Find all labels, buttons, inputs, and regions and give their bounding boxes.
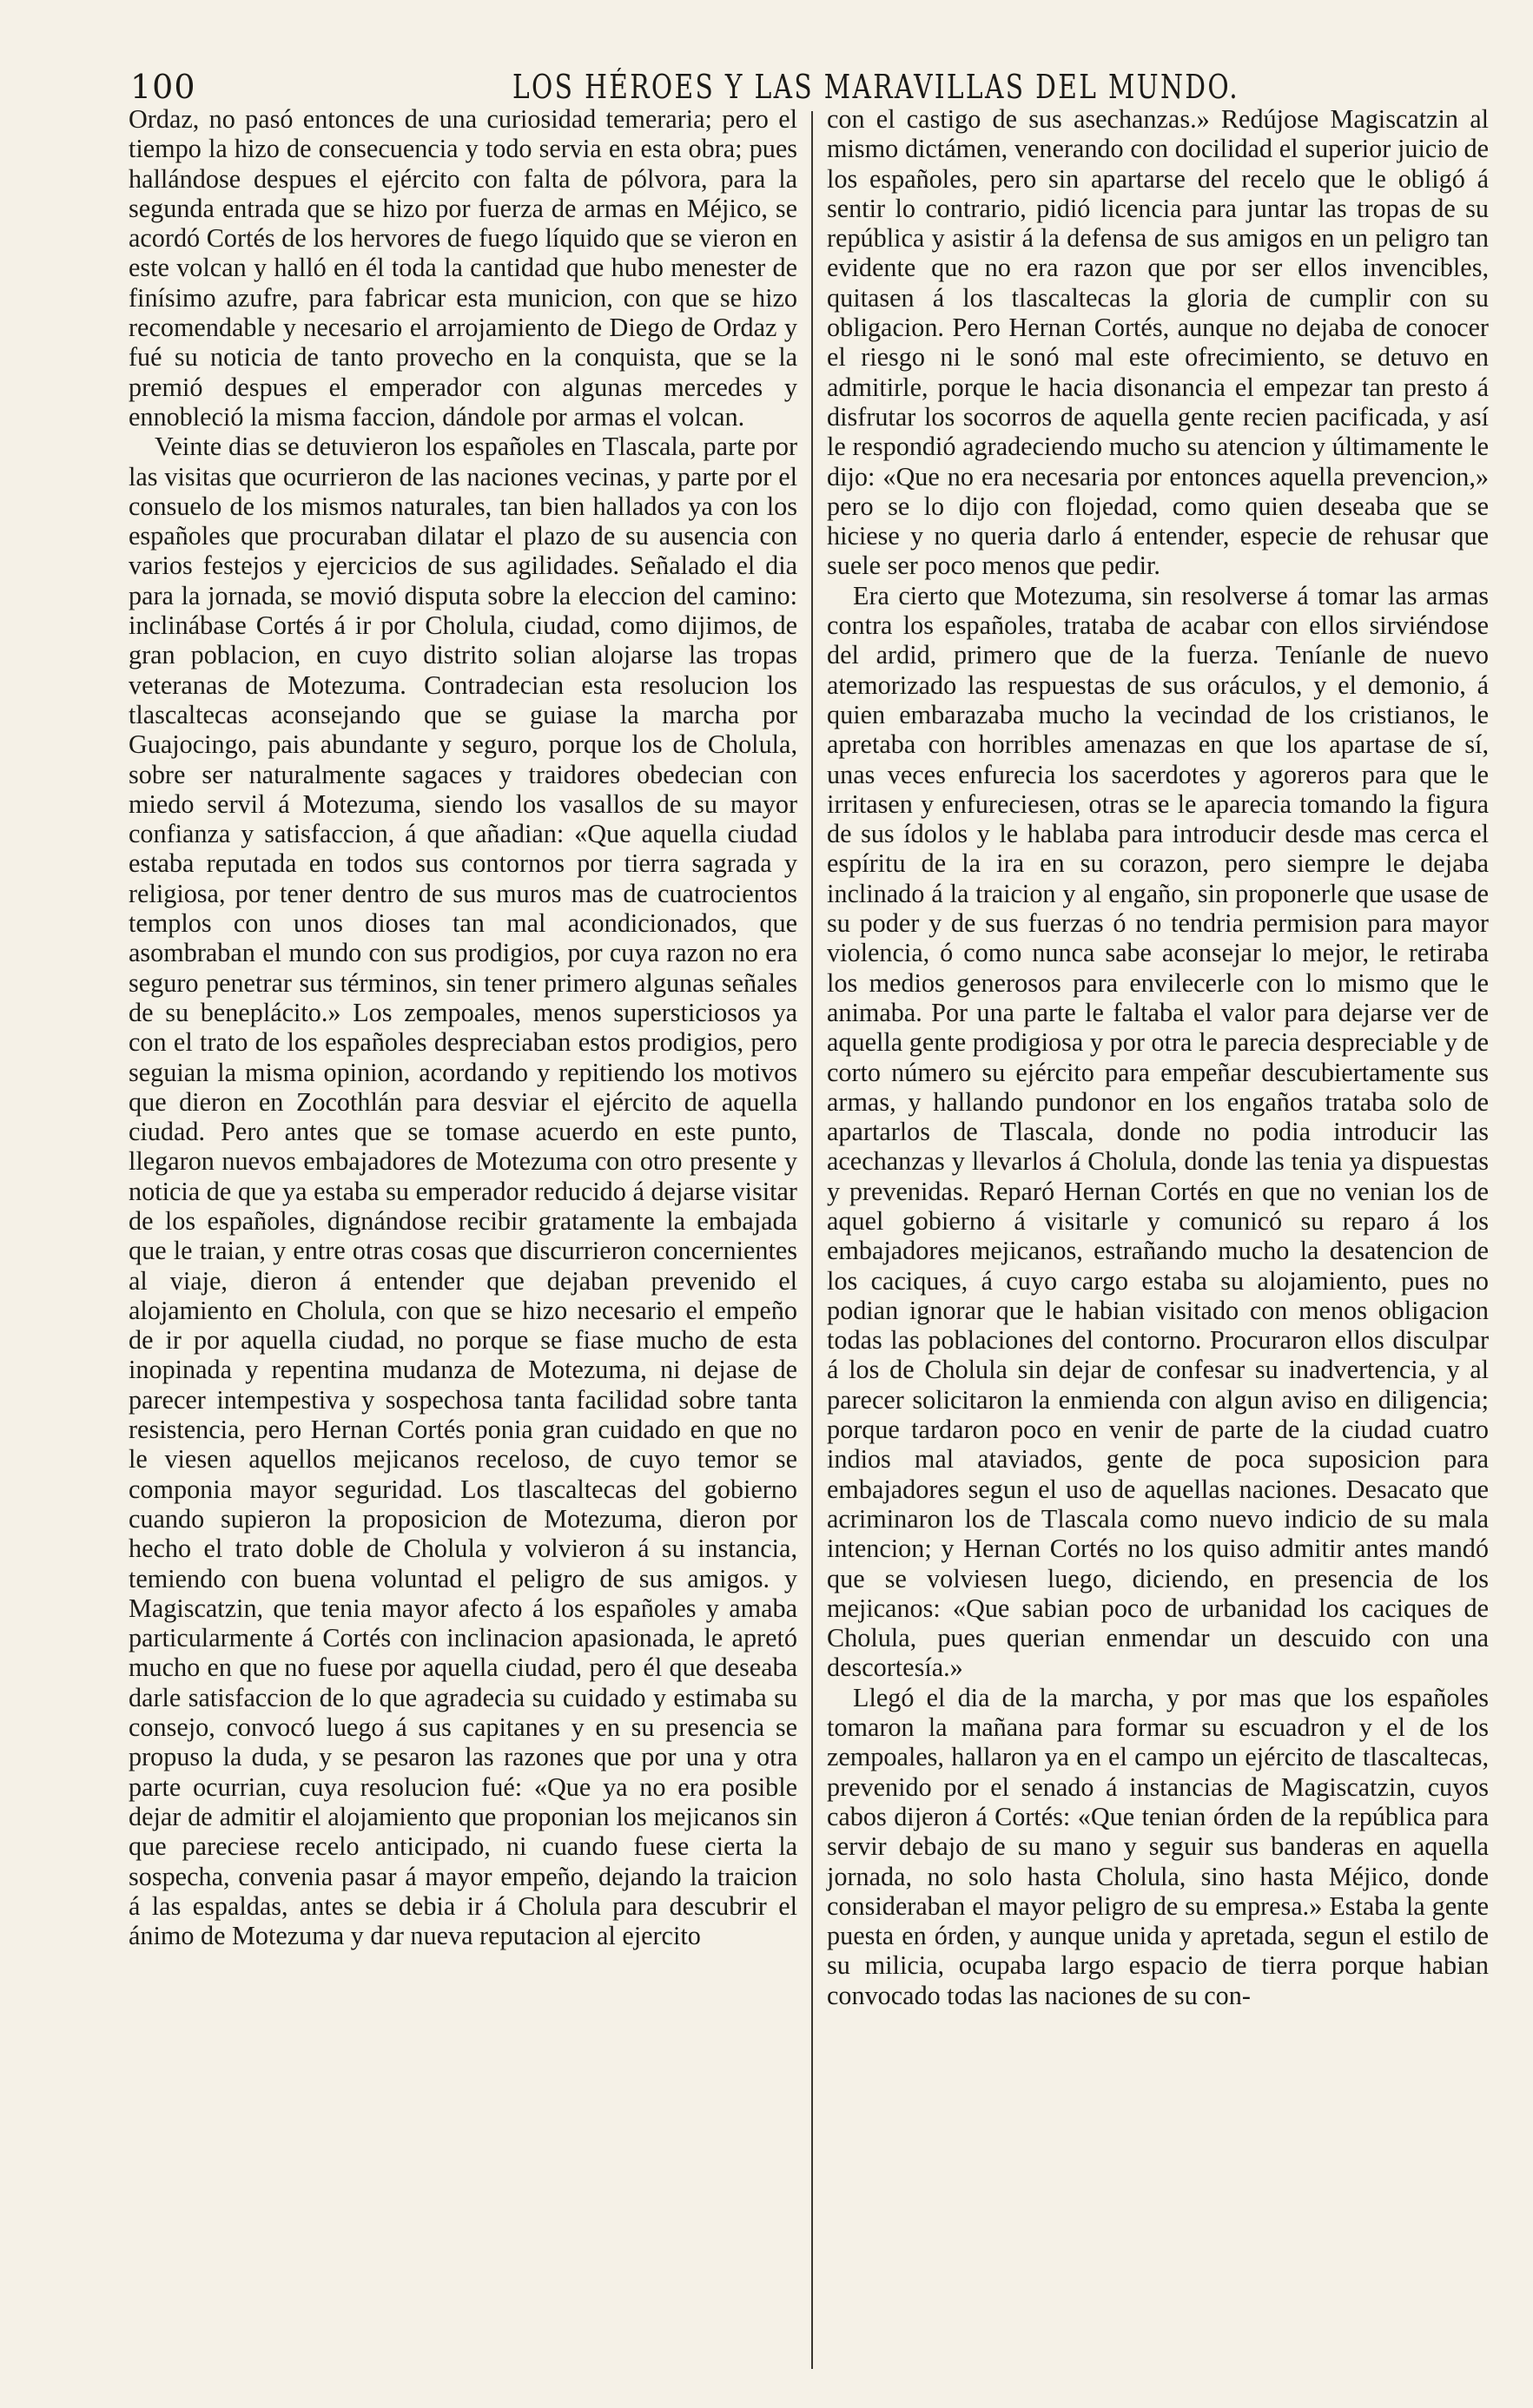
column-divider — [811, 111, 813, 2369]
left-column — [129, 104, 797, 1950]
paragraph: Era cierto que Motezuma, sin resolverse á tomar las armas contra los españoles, trataba de acabar con ellos sirviéndose del ardid, primero que de la fuerza. Teníanle de nuevo atemorizado las respuestas de sus oráculos, y el demonio, á quien embarazaba mucho la vecindad de los cristianos, le apretaba con horribles amenazas en que los apartase de sí, unas veces enfurecia los sacerdotes y agoreros para que le irritasen y enfureciesen, otras se le aparecia tomando la figura de sus ídolos y le hablaba para introducir desde mas cerca el espíritu de la ira en su corazon, pero siempre le dejaba inclinado á la traicion y al engaño, sin proponerle que usase de su poder y de sus fuerzas ó no tendria permision para mayor violencia, ó como nunca sabe aconsejar lo mejor, le retiraba los medios generosos para envilecerle con lo mismo que le animaba. Por una parte le faltaba el valor para dejarse ver de aquella gente prodigiosa y por otra le parecia despreciable y de corto número su ejército para empeñar descubiertamente sus armas, y hallando pundonor en los engaños trataba solo de apartarlos de Tlascala, donde no podia introducir las acechanzas y llevarlos á Cholula, donde las tenia ya dispuestas y prevenidas. Reparó Hernan Cortés en que no venian los de aquel gobierno á visitarle y comunicó su reparo á los embajadores mejicanos, estrañando mucho la desatencion de los caciques, á cuyo cargo estaba su alojamiento, pues no podian ignorar que le habian visitado con menos obligacion todas las poblaciones del contorno. Procuraron ellos disculpar á los de Cholula sin dejar de confesar su inadvertencia, y al parecer solicitaron la enmienda con algun aviso en diligencia; porque tardaron poco en venir de parte de la ciudad cuatro indios mal ataviados, gente de poca suposicion para embajadores segun el uso de aquellas naciones. Desacato que acriminaron los de Tlascala como nuevo indicio de su mala intencion; y Hernan Cortés no los quiso admitir antes mandó que se volviesen luego, diciendo, en presencia de los mejicanos: «Que sabian poco de urbanidad los caciques de Cholula, pues querian enmendar un descuido con una descortesía.» — [827, 580, 1489, 1683]
paragraph: con el castigo de sus asechanzas.» Redújose Magiscatzin al mismo dictámen, venerando con docilidad el superior juicio de los españoles, pero sin apartarse del recelo que le obligó á sentir lo contrario, pidió licencia para juntar las tropas de su república y asistir á la defensa de sus amigos en un peligro tan evidente que no era razon que por ser ellos invencibles, quitasen á los tlascaltecas la gloria de cumplir con su obligacion. Pero Hernan Cortés, aunque no dejaba de conocer el riesgo ni le sonó mal este ofrecimiento, se detuvo en admitirle, porque le hacia disonancia el empezar tan presto á disfrutar los socorros de aquella gente recien pacificada, y así le respondió agradeciendo mucho su atencion y últimamente le dijo: «Que no era necesaria por entonces aquella prevencion,» pero se lo dijo con flojedad, como quien deseaba que se hiciese y no queria darlo á entender, especie de rehusar que suele ser poco menos que pedir. — [827, 104, 1489, 581]
paragraph: Llegó el dia de la marcha, y por mas que los españoles tomaron la mañana para formar su escuadron y el de los zempoales, hallaron ya en el campo un ejército de tlascaltecas, prevenido por el senado á instancias de Magiscatzin, cuyos cabos dijeron á Cortés: «Que tenian órden de la república para servir debajo de su mano y seguir sus banderas en aquella jornada, no solo hasta Cholula, sino hasta Méjico, donde consideraban el mayor peligro de su empresa.» Estaba la gente puesta en órden, y aunque unida y apretada, segun el estilo de su milicia, ocupaba largo espacio de tierra porque habian convocado todas las naciones de su con- — [827, 1682, 1489, 2010]
right-column — [827, 104, 1489, 2010]
paragraph: Veinte dias se detuvieron los españoles en Tlascala, parte por las visitas que ocurrieron de las naciones vecinas, y parte por el consuelo de los mismos naturales, tan bien hallados ya con los españoles que procuraban dilatar el plazo de su ausencia con varios festejos y ejercicios de sus agilidades. Señalado el dia para la jornada, se movió disputa sobre la eleccion del camino: inclinábase Cortés á ir por Cholula, ciudad, como dijimos, de gran poblacion, en cuyo distrito solian alojarse las tropas veteranas de Motezuma. Contradecian esta resolucion los tlascaltecas aconsejando que se guiase la marcha por Guajocingo, pais abundante y seguro, porque los de Cholula, sobre ser naturalmente sagaces y traidores obedecian con miedo servil á Motezuma, siendo los vasallos de su mayor confianza y satisfaccion, á que añadian: «Que aquella ciudad estaba reputada en todos sus contornos por tierra sagrada y religiosa, por tener dentro de sus muros mas de cuatrocientos templos con unos dioses tan mal acondicionados, que asombraban el mundo con sus prodigios, por cuya razon no era seguro penetrar sus términos, sin tener primero algunas señales de su beneplácito.» Los zempoales, menos supersticiosos ya con el trato de los españoles despreciaban estos prodigios, pero seguian la misma opinion, acordando y repitiendo los motivos que dieron en Zocothlán para desviar el ejército de aquella ciudad. Pero antes que se tomase acuerdo en este punto, llegaron nuevos embajadores de Motezuma con otro presente y noticia de que ya estaba su emperador reducido á dejarse visitar de los españoles, dignándose recibir gratamente la embajada que le traian, y entre otras cosas que discurrieron concernientes al viaje, dieron á entender que dejaban prevenido el alojamiento en Cholula, con que se hizo necesario el empeño de ir por aquella ciudad, no porque se fiase mucho de esta inopinada y repentina mudanza de Motezuma, ni dejase de parecer intempestiva y sospechosa tanta facilidad sobre tanta resistencia, pero Hernan Cortés ponia gran cuidado en que no le viesen aquellos mejicanos receloso, de cuyo temor se componia mayor seguridad. Los tlascaltecas del gobierno cuando supieron la proposicion de Motezuma, dieron por hecho el trato doble de Cholula y volvieron á su instancia, temiendo con buena voluntad el peligro de sus amigos. y Magiscatzin, que tenia mayor afecto á los españoles y amaba particularmente á Cortés con inclinacion apasionada, le apretó mucho en que no fuese por aquella ciudad, pero él que deseaba darle satisfaccion de lo que agradecia su cuidado y estimaba su consejo, convocó luego á sus capitanes y en su presencia se propuso la duda, y se pesaron las razones que por una y otra parte ocurrian, cuya resolucion fué: «Que ya no era posible dejar de admitir el alojamiento que proponian los mejicanos sin que pareciese recelo anticipado, ni cuando fuese cierta la sospecha, convenia pasar á mayor empeño, dejando la traicion á las espaldas, antes se debia ir á Cholula para descubrir el ánimo de Motezuma y dar nueva reputacion al ejercito — [129, 432, 797, 1951]
paragraph: Ordaz, no pasó entonces de una curiosidad temeraria; pero el tiempo la hizo de consecuencia y todo servia en esta obra; pues hallándose despues el ejército con falta de pólvora, para la segunda entrada que se hizo por fuerza de armas en Méjico, se acordó Cortés de los hervores de fuego líquido que se vieron en este volcan y halló en él toda la cantidad que hubo menester de finísimo azufre, para fabricar esta municion, con que se hizo recomendable y necesario el arrojamiento de Diego de Ordaz y fué su noticia de tanto provecho en la conquista, que se la premió despues el emperador con algunas mercedes y ennobleció la misma faccion, dándole por armas el volcan. — [129, 104, 797, 432]
page-number: 100 — [130, 68, 196, 106]
running-title: LOS HÉROES Y LAS MARAVILLAS DEL MUNDO. — [512, 68, 1240, 106]
